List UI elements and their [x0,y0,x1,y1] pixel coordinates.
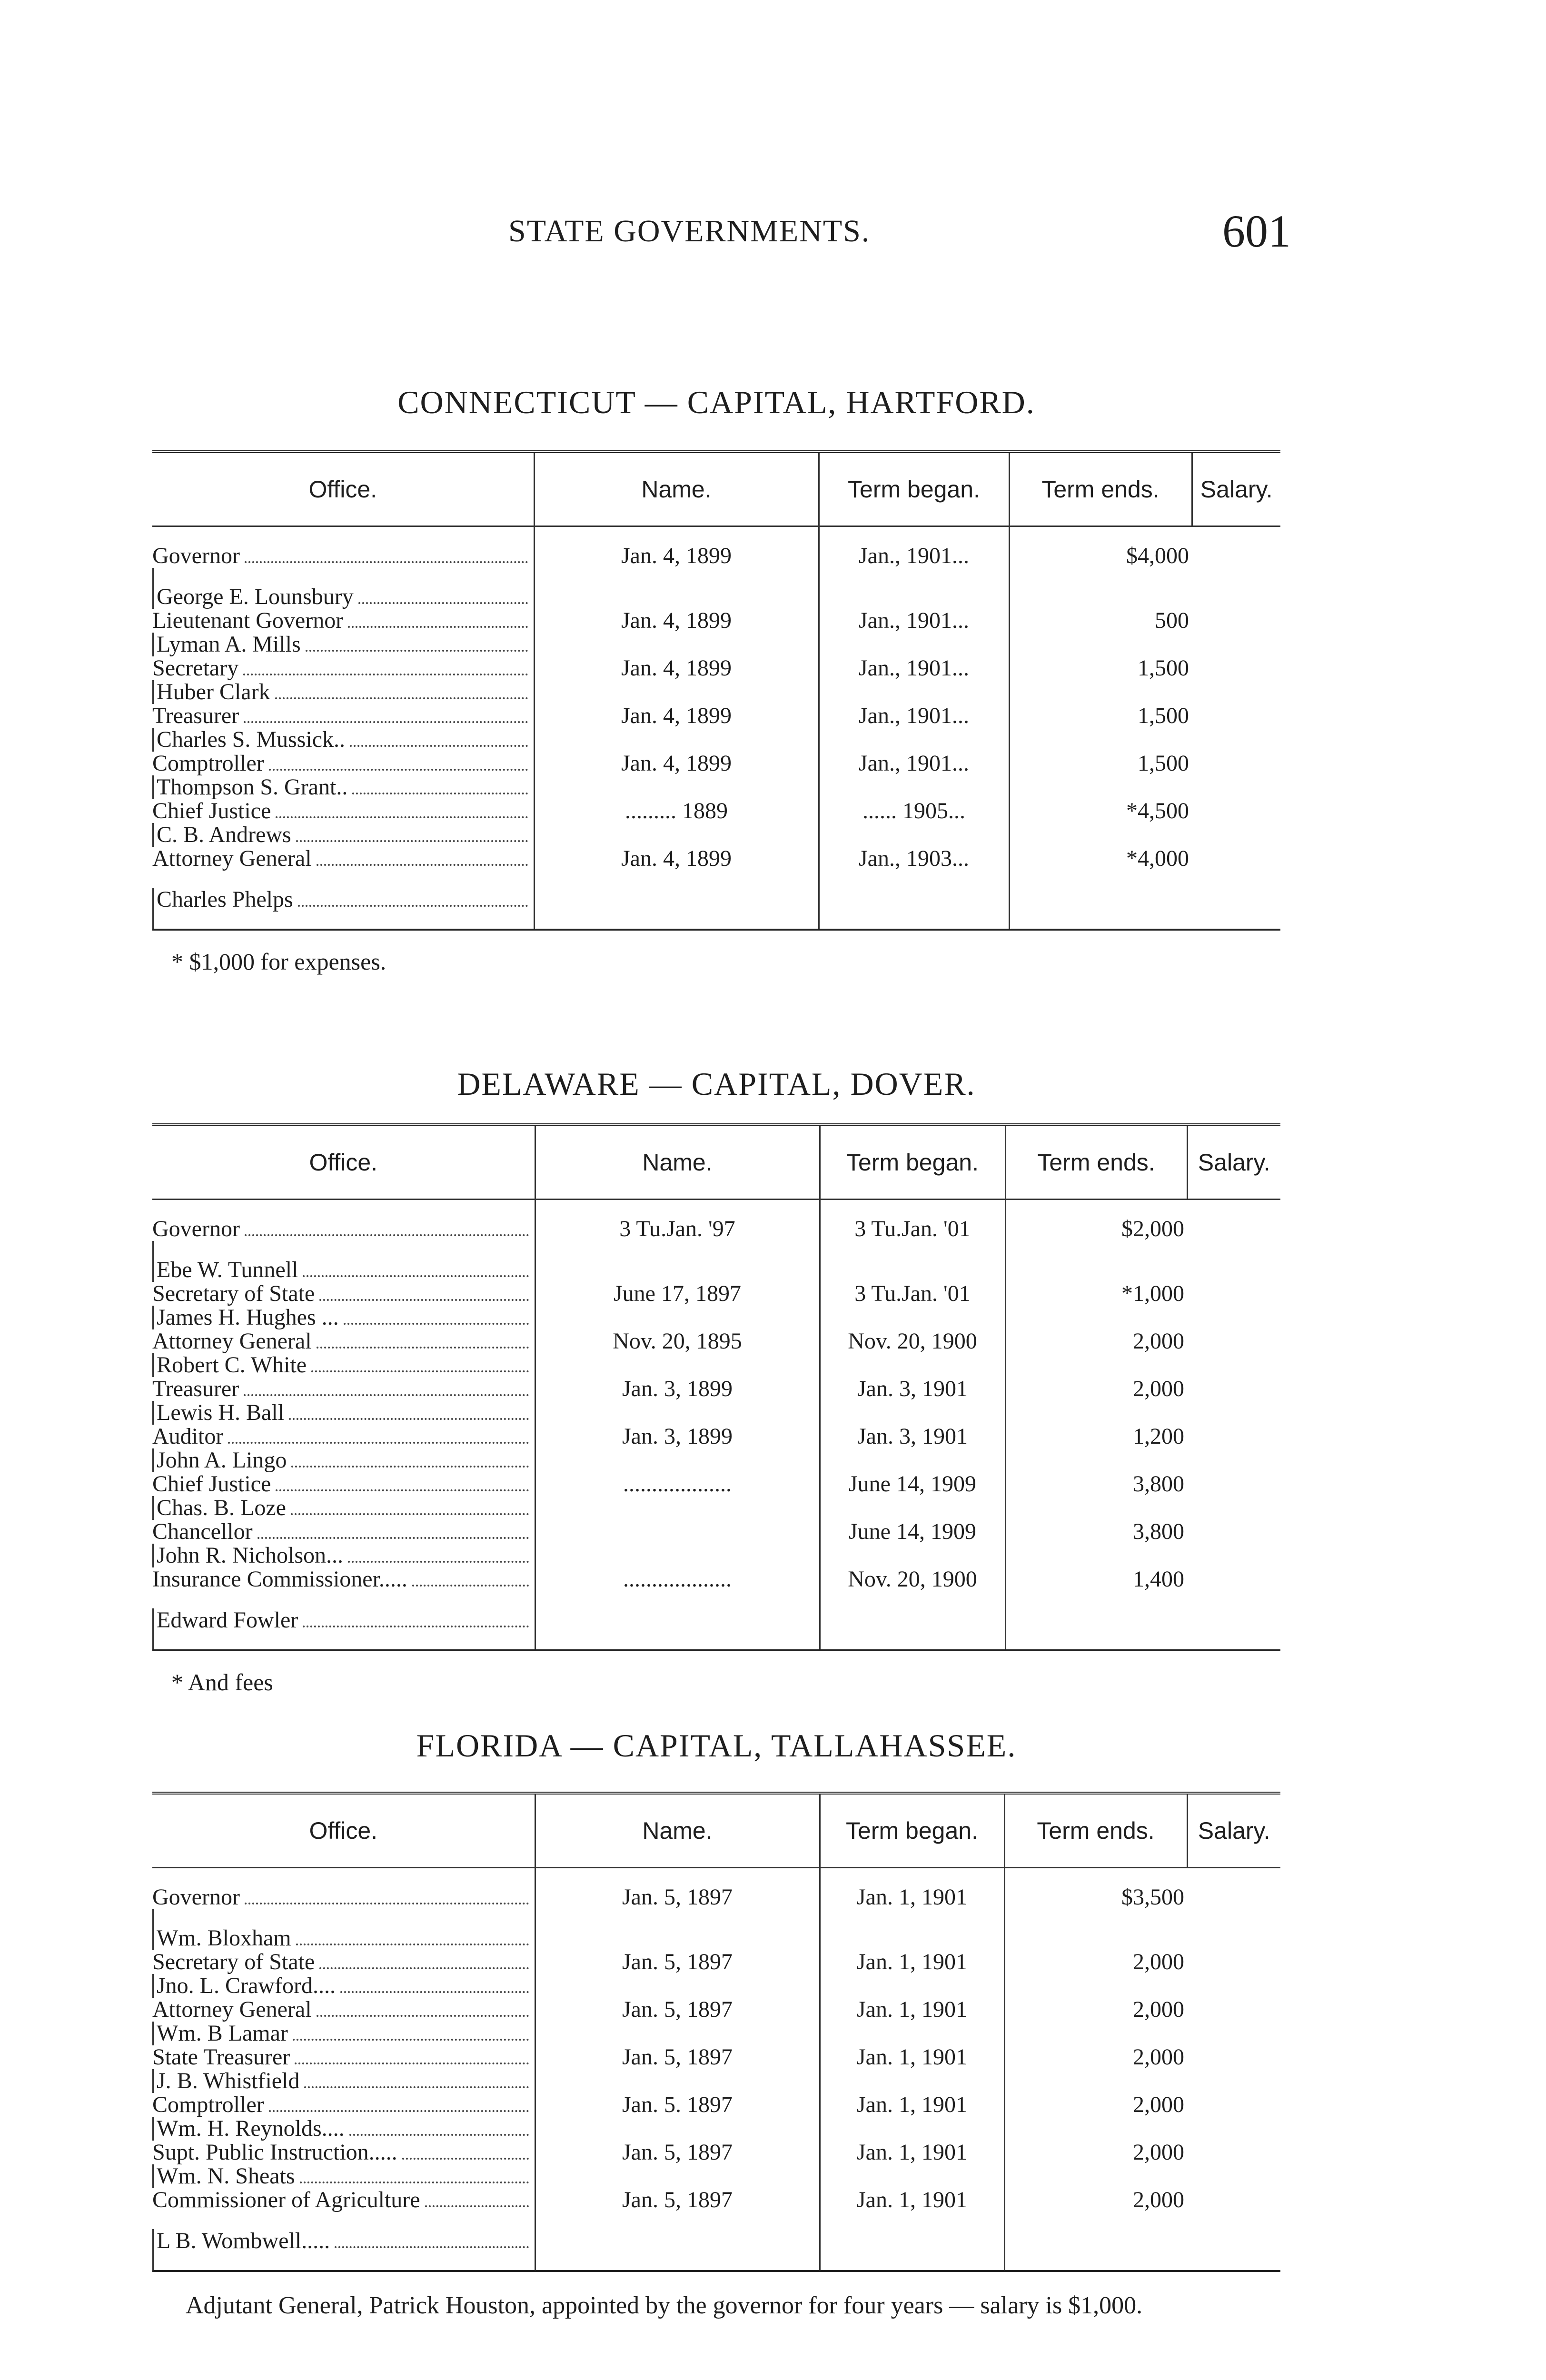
name-cell [152,568,534,609]
dot-leader [245,1903,529,1904]
office-cell [152,1520,535,1544]
office-cell [152,1950,535,1974]
term-began-cell: Jan. 5, 1897 [535,1950,820,1998]
term-ends-cell: Jan., 1901... [819,609,1009,656]
office-cell [152,527,534,568]
table-row [152,2141,1280,2188]
salary-cell: *1,000 [1005,1282,1187,1329]
dot-leader [348,626,527,628]
term-began-cell: Jan. 5, 1897 [535,2141,820,2188]
dot-leader [304,2086,528,2088]
office-cell [152,2188,535,2229]
name-cell [152,1496,535,1520]
name-cell [152,823,534,847]
salary-cell: 2,000 [1004,2141,1187,2188]
name-text: Wm. B Lamar [157,2022,288,2045]
table-row [152,1329,1280,1377]
delaware-officers-table [152,1123,1280,1651]
dot-leader [300,2182,529,2183]
salary-cell: 2,000 [1005,1329,1187,1377]
dot-leader [319,1299,528,1301]
dot-leader [317,2015,529,2017]
dot-leader [296,1944,529,1945]
office-text: State Treasurer [152,2045,290,2069]
name-text: John A. Lingo [157,1448,287,1472]
term-ends-cell: Jan. 1, 1901 [820,1998,1004,2045]
office-text: Auditor [152,1425,224,1448]
name-column-header: Name. [535,1793,820,1868]
table-row [152,1868,1280,1951]
term-began-cell: Jan. 4, 1899 [534,752,819,799]
dot-leader [317,864,528,866]
office-cell [152,1377,535,1401]
dot-leader [228,1442,528,1444]
footnote: * $1,000 for expenses. [171,948,386,975]
term-began-cell: ................... [535,1567,820,1650]
term-ends-cell: Nov. 20, 1900 [820,1329,1005,1377]
office-cell [152,1868,535,1909]
term-ends-column-header: Term ends. [1009,452,1192,526]
salary-cell: 2,000 [1004,2093,1187,2141]
table-row [152,526,1280,609]
office-text: Commissioner of Agriculture [152,2188,420,2212]
term-began-cell: Jan. 4, 1899 [534,704,819,752]
term-ends-cell: Jan., 1903... [819,847,1009,930]
term-ends-cell: Jan. 1, 1901 [820,2045,1004,2093]
salary-cell: $4,000 [1009,526,1192,609]
table-row [152,1282,1280,1329]
table-row [152,609,1280,656]
dot-leader [311,1370,528,1372]
office-cell [152,1425,535,1448]
name-cell [152,728,534,752]
term-ends-cell: Jan. 1, 1901 [820,2141,1004,2188]
term-ends-cell: 3 Tu.Jan. '01 [820,1200,1005,1282]
footnote: * And fees [171,1669,273,1696]
term-began-cell [535,1520,820,1567]
dot-leader [291,1513,529,1515]
office-text: Lieutenant Governor [152,609,344,633]
office-text: Comptroller [152,2093,264,2117]
section-title: DELAWARE — CAPITAL, DOVER. [457,1066,976,1102]
table-row [152,1377,1280,1425]
office-text: Chief Justice [152,1472,271,1496]
office-text: Comptroller [152,752,264,775]
table-row [152,1950,1280,1998]
salary-cell: 3,800 [1005,1520,1187,1567]
name-text: George E. Lounsbury [157,584,354,609]
term-ends-cell: Jan. 3, 1901 [820,1377,1005,1425]
office-column-header: Office. [152,1125,535,1200]
office-column-header: Office. [152,1793,535,1868]
term-ends-cell: Jan. 1, 1901 [820,1868,1004,1951]
office-text: Secretary [152,656,239,680]
name-cell [152,1353,535,1377]
salary-cell: $2,000 [1005,1200,1187,1282]
dot-leader [258,1537,529,1539]
salary-cell: 2,000 [1005,1377,1187,1425]
table-row [152,1520,1280,1567]
term-began-cell: ......... 1889 [534,799,819,847]
name-cell [152,633,534,656]
office-cell [152,609,534,633]
office-text: Governor [152,1216,240,1241]
name-cell [152,2022,535,2045]
term-began-cell: Jan. 5, 1897 [535,1868,820,1951]
salary-cell: 1,400 [1005,1567,1187,1650]
name-text: Wm. H. Reynolds.... [157,2117,345,2141]
adjutant-general-note: Adjutant General, Patrick Houston, appointed by the governor for four years — salary is $1,000. [186,2292,1143,2319]
table-row [152,1567,1280,1650]
florida-section [152,1724,1280,2319]
term-began-column-header: Term began. [820,1793,1004,1868]
dot-leader [402,2158,529,2160]
dot-leader [244,1394,528,1396]
name-text: Lewis H. Ball [157,1401,284,1425]
dot-leader [425,2205,529,2207]
table-row [152,656,1280,704]
dot-leader [344,1323,529,1325]
dot-leader [303,1275,528,1277]
dot-leader [295,2063,528,2064]
name-cell [152,1306,535,1329]
name-text: Charles S. Mussick.. [157,728,345,752]
term-ends-cell: Jan. 3, 1901 [820,1425,1005,1472]
name-text: Wm. Bloxham [157,1925,291,1950]
name-text: Ebe W. Tunnell [157,1257,298,1282]
name-text: Edward Fowler [157,1608,298,1633]
office-text: Treasurer [152,704,239,728]
name-column-header: Name. [534,452,819,526]
office-cell [152,847,534,888]
dot-leader [358,602,528,604]
name-column-header: Name. [535,1125,820,1200]
office-cell [152,1472,535,1496]
connecticut-officers-table [152,450,1280,931]
page-number: 601 [1222,206,1291,257]
salary-cell: 2,000 [1004,1950,1187,1998]
term-ends-cell: Jan., 1901... [819,656,1009,704]
office-cell [152,752,534,775]
term-began-cell: Nov. 20, 1895 [535,1329,820,1377]
term-ends-cell: ...... 1905... [819,799,1009,847]
dot-leader [298,905,528,907]
table-row [152,1472,1280,1520]
name-cell [152,775,534,799]
dot-leader [317,1347,529,1349]
office-cell [152,2141,535,2164]
office-cell [152,2093,535,2117]
term-began-cell: Jan. 3, 1899 [535,1425,820,1472]
salary-cell: 1,500 [1009,752,1192,799]
dot-leader [303,1626,528,1627]
term-ends-cell: June 14, 1909 [820,1472,1005,1520]
office-column-header: Office. [152,452,534,526]
dot-leader [269,2110,529,2112]
dot-leader [245,1234,529,1236]
table-row [152,752,1280,799]
term-ends-cell: Jan. 1, 1901 [820,2093,1004,2141]
dot-leader [243,674,527,675]
name-text: Jno. L. Crawford.... [157,1974,336,1998]
name-cell [152,1401,535,1425]
name-text: Charles Phelps [157,888,293,912]
name-text: Chas. B. Loze [157,1496,286,1520]
table-row [152,2188,1280,2271]
salary-cell: 1,500 [1009,704,1192,752]
name-text: L B. Wombwell..... [157,2229,330,2253]
office-text: Attorney General [152,847,312,871]
office-text: Governor [152,1884,240,1909]
name-cell [152,1544,535,1567]
table-row [152,847,1280,930]
dot-leader [275,697,528,699]
connecticut-section [152,381,1280,975]
delaware-section [152,1062,1280,1696]
name-cell [152,1448,535,1472]
name-text: James H. Hughes ... [157,1306,339,1329]
office-text: Secretary of State [152,1282,315,1306]
office-cell [152,1282,535,1306]
office-text: Insurance Commissioner..... [152,1567,407,1592]
table-row [152,2045,1280,2093]
table-row [152,799,1280,847]
term-ends-cell: June 14, 1909 [820,1520,1005,1567]
name-text: John R. Nicholson... [157,1544,344,1567]
term-began-cell: Jan. 4, 1899 [534,847,819,930]
office-text: Chief Justice [152,799,271,823]
name-text: Huber Clark [157,680,270,704]
office-text: Supt. Public Instruction..... [152,2141,397,2164]
term-ends-cell: Jan., 1901... [819,752,1009,799]
term-ends-cell: Jan., 1901... [819,704,1009,752]
office-text: Attorney General [152,1998,312,2022]
term-began-cell: Jan. 3, 1899 [535,1377,820,1425]
term-ends-column-header: Term ends. [1005,1125,1187,1200]
office-cell [152,704,534,728]
name-cell [152,1909,535,1950]
term-began-cell: Jan. 5, 1897 [535,2045,820,2093]
name-text: J. B. Whistfield [157,2069,300,2093]
office-text: Attorney General [152,1329,312,1353]
dot-leader [244,721,527,723]
salary-cell: 500 [1009,609,1192,656]
table-row [152,1200,1280,1282]
dot-leader [340,1991,529,1993]
term-began-cell: June 17, 1897 [535,1282,820,1329]
dot-leader [350,745,528,747]
dot-leader [291,1466,528,1468]
salary-cell: *4,000 [1009,847,1192,930]
dot-leader [269,769,528,771]
section-title: CONNECTICUT — CAPITAL, HARTFORD. [397,384,1035,420]
dot-leader [276,816,527,818]
connecticut-rows [152,526,1280,930]
salary-column-header: Salary. [1187,1125,1280,1200]
dot-leader [296,840,528,842]
term-began-cell: Jan. 4, 1899 [534,609,819,656]
term-began-cell: Jan. 5. 1897 [535,2093,820,2141]
name-cell [152,2229,535,2270]
office-cell [152,2045,535,2069]
office-text: Secretary of State [152,1950,315,1974]
table-row [152,704,1280,752]
name-cell [152,680,534,704]
dot-leader [306,650,528,652]
salary-cell: 1,500 [1009,656,1192,704]
salary-cell: *4,500 [1009,799,1192,847]
term-began-cell: Jan. 5, 1897 [535,1998,820,2045]
term-began-cell: ................... [535,1472,820,1520]
name-text: Robert C. White [157,1353,307,1377]
name-cell [152,1608,535,1649]
name-cell [152,2069,535,2093]
dot-leader [245,561,528,563]
delaware-rows [152,1200,1280,1651]
office-cell [152,1567,535,1608]
office-cell [152,799,534,823]
name-text: C. B. Andrews [157,823,291,847]
term-ends-cell: Jan. 1, 1901 [820,1950,1004,1998]
office-cell [152,656,534,680]
term-ends-cell: 3 Tu.Jan. '01 [820,1282,1005,1329]
table-row [152,2093,1280,2141]
salary-cell: 2,000 [1004,2045,1187,2093]
salary-column-header: Salary. [1187,1793,1280,1868]
table-row [152,1425,1280,1472]
name-cell [152,1974,535,1998]
dot-leader [352,793,527,794]
office-text: Governor [152,543,240,568]
office-cell [152,1329,535,1353]
term-began-cell: Jan. 4, 1899 [534,656,819,704]
office-cell [152,1200,535,1241]
term-began-cell: 3 Tu.Jan. '97 [535,1200,820,1282]
office-text: Chancellor [152,1520,253,1544]
name-cell [152,1241,535,1282]
name-text: Lyman A. Mills [157,633,301,656]
term-ends-column-header: Term ends. [1004,1793,1187,1868]
salary-cell: 2,000 [1004,2188,1187,2271]
table-row [152,1998,1280,2045]
term-began-column-header: Term began. [820,1125,1005,1200]
dot-leader [319,1967,528,1969]
name-text: Thompson S. Grant.. [157,775,348,799]
florida-officers-table [152,1792,1280,2272]
dot-leader [289,1418,529,1420]
salary-cell: 1,200 [1005,1425,1187,1472]
salary-cell: 3,800 [1005,1472,1187,1520]
florida-rows [152,1868,1280,2271]
term-began-cell: Jan. 5, 1897 [535,2188,820,2271]
term-ends-cell: Jan. 1, 1901 [820,2188,1004,2271]
dot-leader [276,1489,528,1491]
dot-leader [412,1585,529,1587]
salary-cell: 2,000 [1004,1998,1187,2045]
name-cell [152,2117,535,2141]
dot-leader [335,2246,528,2248]
office-text: Treasurer [152,1377,239,1401]
term-began-column-header: Term began. [819,452,1009,526]
name-cell [152,2164,535,2188]
name-cell [152,888,534,929]
dot-leader [293,2039,529,2041]
office-cell [152,1998,535,2022]
dot-leader [348,1561,528,1563]
salary-column-header: Salary. [1192,452,1280,526]
section-title: FLORIDA — CAPITAL, TALLAHASSEE. [416,1727,1017,1764]
term-ends-cell: Nov. 20, 1900 [820,1567,1005,1650]
term-ends-cell: Jan., 1901... [819,526,1009,609]
name-text: Wm. N. Sheats [157,2164,295,2188]
dot-leader [349,2134,529,2136]
running-head: STATE GOVERNMENTS. [508,214,871,248]
term-began-cell: Jan. 4, 1899 [534,526,819,609]
salary-cell: $3,500 [1004,1868,1187,1951]
